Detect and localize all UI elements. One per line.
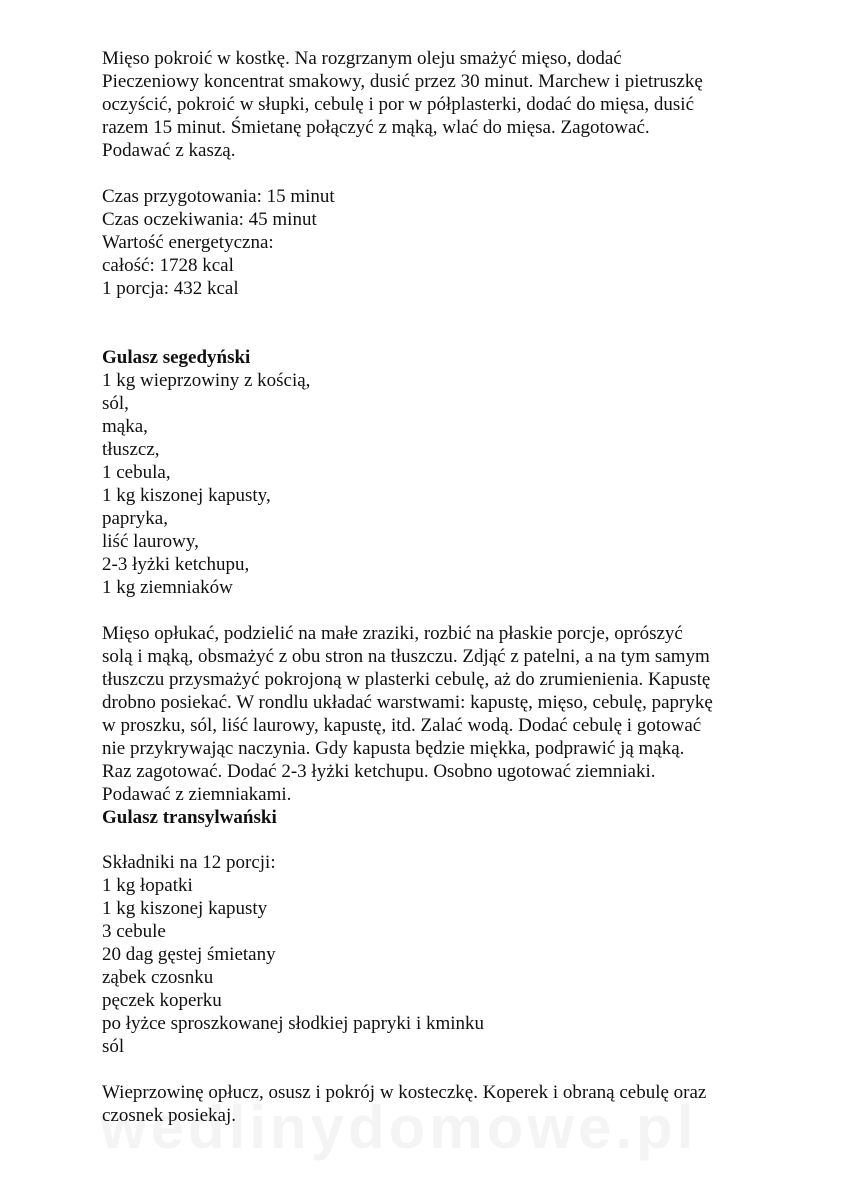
- method-line: Raz zagotować. Dodać 2-3 łyżki ketchupu. Osobno ugotować ziemniaki.: [102, 761, 656, 782]
- ingredient-item: 1 kg ziemniaków: [102, 577, 233, 598]
- wait-time: Czas oczekiwania: 45 minut: [102, 209, 317, 230]
- recipe-title: Gulasz segedyński: [102, 347, 251, 368]
- prep-time: Czas przygotowania: 15 minut: [102, 186, 335, 207]
- method-line: tłuszczu przysmażyć pokrojoną w plasterki cebulę, aż do zrumienienia. Kapustę: [102, 669, 711, 690]
- ingredient-item: mąka,: [102, 416, 148, 437]
- recipe-title: Gulasz transylwański: [102, 807, 277, 828]
- method-line: solą i mąką, obsmażyć z obu stron na tłuszczu. Zdjąć z patelni, a na tym samym: [102, 646, 710, 667]
- servings-label: Składniki na 12 porcji:: [102, 852, 276, 873]
- ingredient-item: 1 kg wieprzowiny z kością,: [102, 370, 311, 391]
- intro-paragraph-line: Mięso pokroić w kostkę. Na rozgrzanym oleju smażyć mięso, dodać: [102, 48, 622, 69]
- method-line: drobno posiekać. W rondlu układać warstwami: kapustę, mięso, cebulę, paprykę: [102, 692, 713, 713]
- intro-paragraph-line: Pieczeniowy koncentrat smakowy, dusić przez 30 minut. Marchew i pietruszkę: [102, 71, 703, 92]
- method-line: Mięso opłukać, podzielić na małe zraziki, rozbić na płaskie porcje, oprószyć: [102, 623, 683, 644]
- method-line: Wieprzowinę opłucz, osusz i pokrój w kosteczkę. Koperek i obraną cebulę oraz: [102, 1082, 707, 1103]
- ingredient-item: pęczek koperku: [102, 990, 222, 1011]
- intro-paragraph-line: oczyścić, pokroić w słupki, cebulę i por w półplasterki, dodać do mięsa, dusić: [102, 94, 695, 115]
- method-line: Podawać z ziemniakami.: [102, 784, 292, 805]
- ingredient-item: 1 kg łopatki: [102, 875, 193, 896]
- method-line: nie przykrywając naczynia. Gdy kapusta będzie miękka, podprawić ją mąką.: [102, 738, 685, 759]
- watermark: [100, 1093, 800, 1163]
- ingredient-item: 2-3 łyżki ketchupu,: [102, 554, 250, 575]
- ingredient-item: 3 cebule: [102, 921, 166, 942]
- energy-total: całość: 1728 kcal: [102, 255, 234, 276]
- ingredient-item: tłuszcz,: [102, 439, 160, 460]
- energy-portion: 1 porcja: 432 kcal: [102, 278, 239, 299]
- ingredient-item: liść laurowy,: [102, 531, 199, 552]
- energy-label: Wartość energetyczna:: [102, 232, 274, 253]
- ingredient-item: 1 kg kiszonej kapusty,: [102, 485, 271, 506]
- method-line: w proszku, sól, liść laurowy, kapustę, itd. Zalać wodą. Dodać cebulę i gotować: [102, 715, 702, 736]
- ingredient-item: papryka,: [102, 508, 168, 529]
- ingredient-item: sól: [102, 1036, 125, 1057]
- method-line: czosnek posiekaj.: [102, 1105, 237, 1126]
- ingredient-item: 1 cebula,: [102, 462, 171, 483]
- ingredient-item: po łyżce sproszkowanej słodkiej papryki i kminku: [102, 1013, 485, 1034]
- intro-paragraph-line: Podawać z kaszą.: [102, 140, 236, 161]
- ingredient-item: ząbek czosnku: [102, 967, 214, 988]
- ingredient-item: 1 kg kiszonej kapusty: [102, 898, 268, 919]
- ingredient-item: 20 dag gęstej śmietany: [102, 944, 276, 965]
- intro-paragraph-line: razem 15 minut. Śmietanę połączyć z mąką, wlać do mięsa. Zagotować.: [102, 117, 650, 138]
- ingredient-item: sól,: [102, 393, 129, 414]
